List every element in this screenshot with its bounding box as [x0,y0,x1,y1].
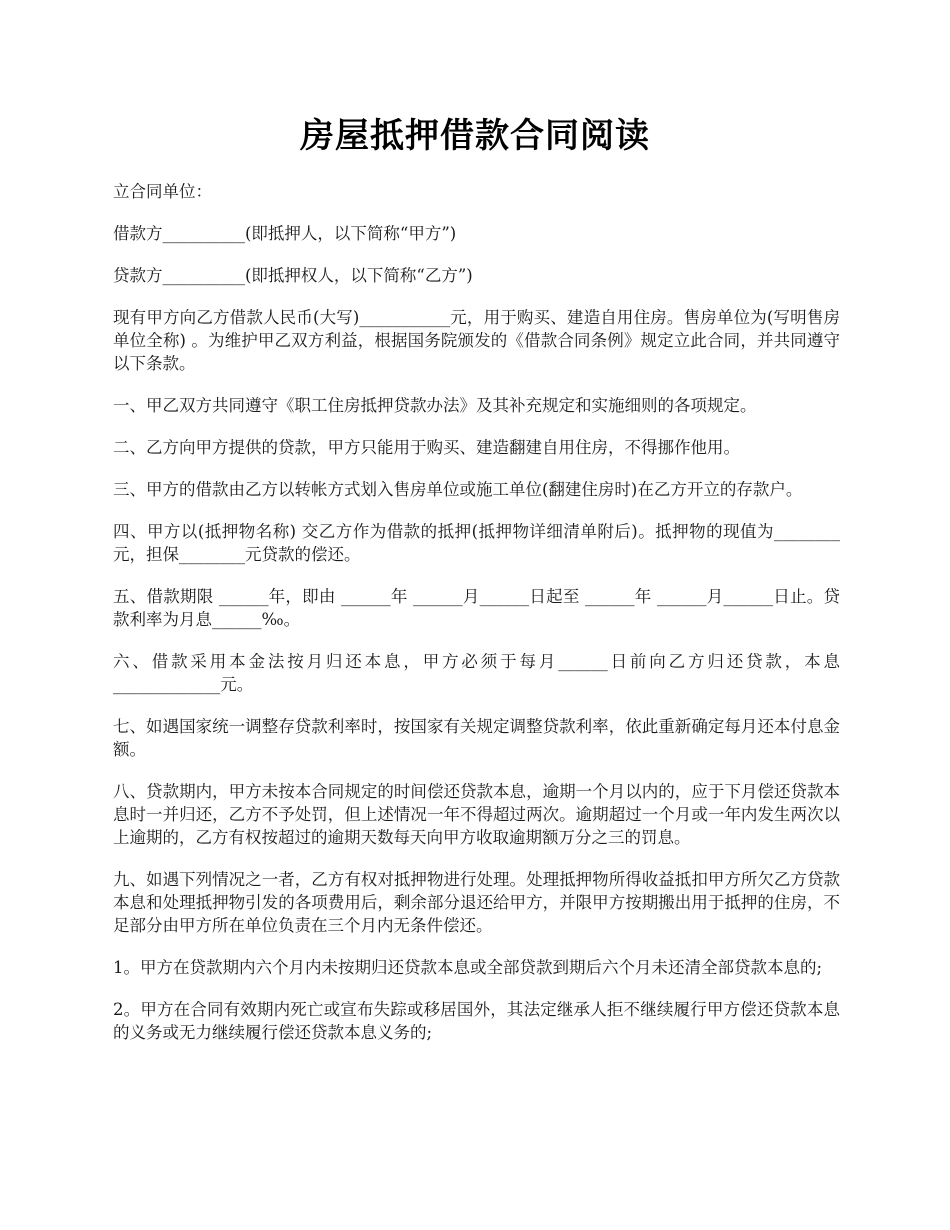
clause-5: 五、借款期限 ______年，即由 ______年 ______月______日起至 ______年 ______月______日止。贷款利率为月息______‰。 [113,587,840,629]
clause-9: 九、如遇下列情况之一者，乙方有权对抵押物进行处理。处理抵押物所得收益抵扣甲方所欠乙方贷款本息和处理抵押物引发的各项费用后，剩余部分退还给甲方，并限甲方按期搬出用于抵押的住房，不足部分由甲方所在单位负责在三个月内无条件偿还。 [113,870,840,935]
clause-2: 二、乙方向甲方提供的贷款，甲方只能用于购买、建造翻建自用住房，不得挪作他用。 [113,438,740,457]
sub-item-2: 2。甲方在合同有效期内死亡或宣布失踪或移居国外，其法定继承人拒不继续履行甲方偿还贷款本息的义务或无力继续履行偿还贷款本息义务的; [113,1000,840,1042]
clause-4: 四、甲方以(抵押物名称) 交乙方作为借款的抵押(抵押物详细清单附后)。抵押物的现值为________元，担保________元贷款的偿还。 [113,522,840,564]
document-title: 房屋抵押借款合同阅读 [300,116,650,156]
lender-line: 贷款方__________(即抵押权人，以下简称“乙方”) [113,266,473,285]
borrower-line: 借款方__________(即抵押人，以下简称“甲方”) [113,224,457,243]
preamble-paragraph: 现有甲方向乙方借款人民币(大写)___________元，用于购买、建造自用住房。售房单位为(写明售房单位全称) 。为维护甲乙双方利益，根据国务院颁发的《借款合同条例》规定立此合同，并共同遵守以下条款。 [113,308,840,373]
clause-8: 八、贷款期内，甲方未按本合同规定的时间偿还贷款本息，逾期一个月以内的，应于下月偿还贷款本息时一并归还，乙方不予处罚，但上述情况一年不得超过两次。逾期超过一个月或一年内发生两次以上逾期的，乙方有权按超过的逾期天数每天向甲方收取逾期额万分之三的罚息。 [113,782,840,847]
clause-6: 六、借款采用本金法按月归还本息，甲方必须于每月______日前向乙方归还贷款，本息_____________元。 [113,652,840,694]
clause-7: 七、如遇国家统一调整存贷款利率时，按国家有关规定调整贷款利率，依此重新确定每月还本付息金额。 [113,717,840,759]
clause-3: 三、甲方的借款由乙方以转帐方式划入售房单位或施工单位(翻建住房时)在乙方开立的存款户。 [113,480,803,499]
document-body [113,180,840,1063]
clause-1: 一、甲乙双方共同遵守《职工住房抵押贷款办法》及其补充规定和实施细则的各项规定。 [113,396,757,415]
contract-parties-heading: 立合同单位： [113,182,212,201]
sub-item-1: 1。甲方在贷款期内六个月内未按期归还贷款本息或全部贷款到期后六个月未还清全部贷款本息的; [113,958,823,977]
